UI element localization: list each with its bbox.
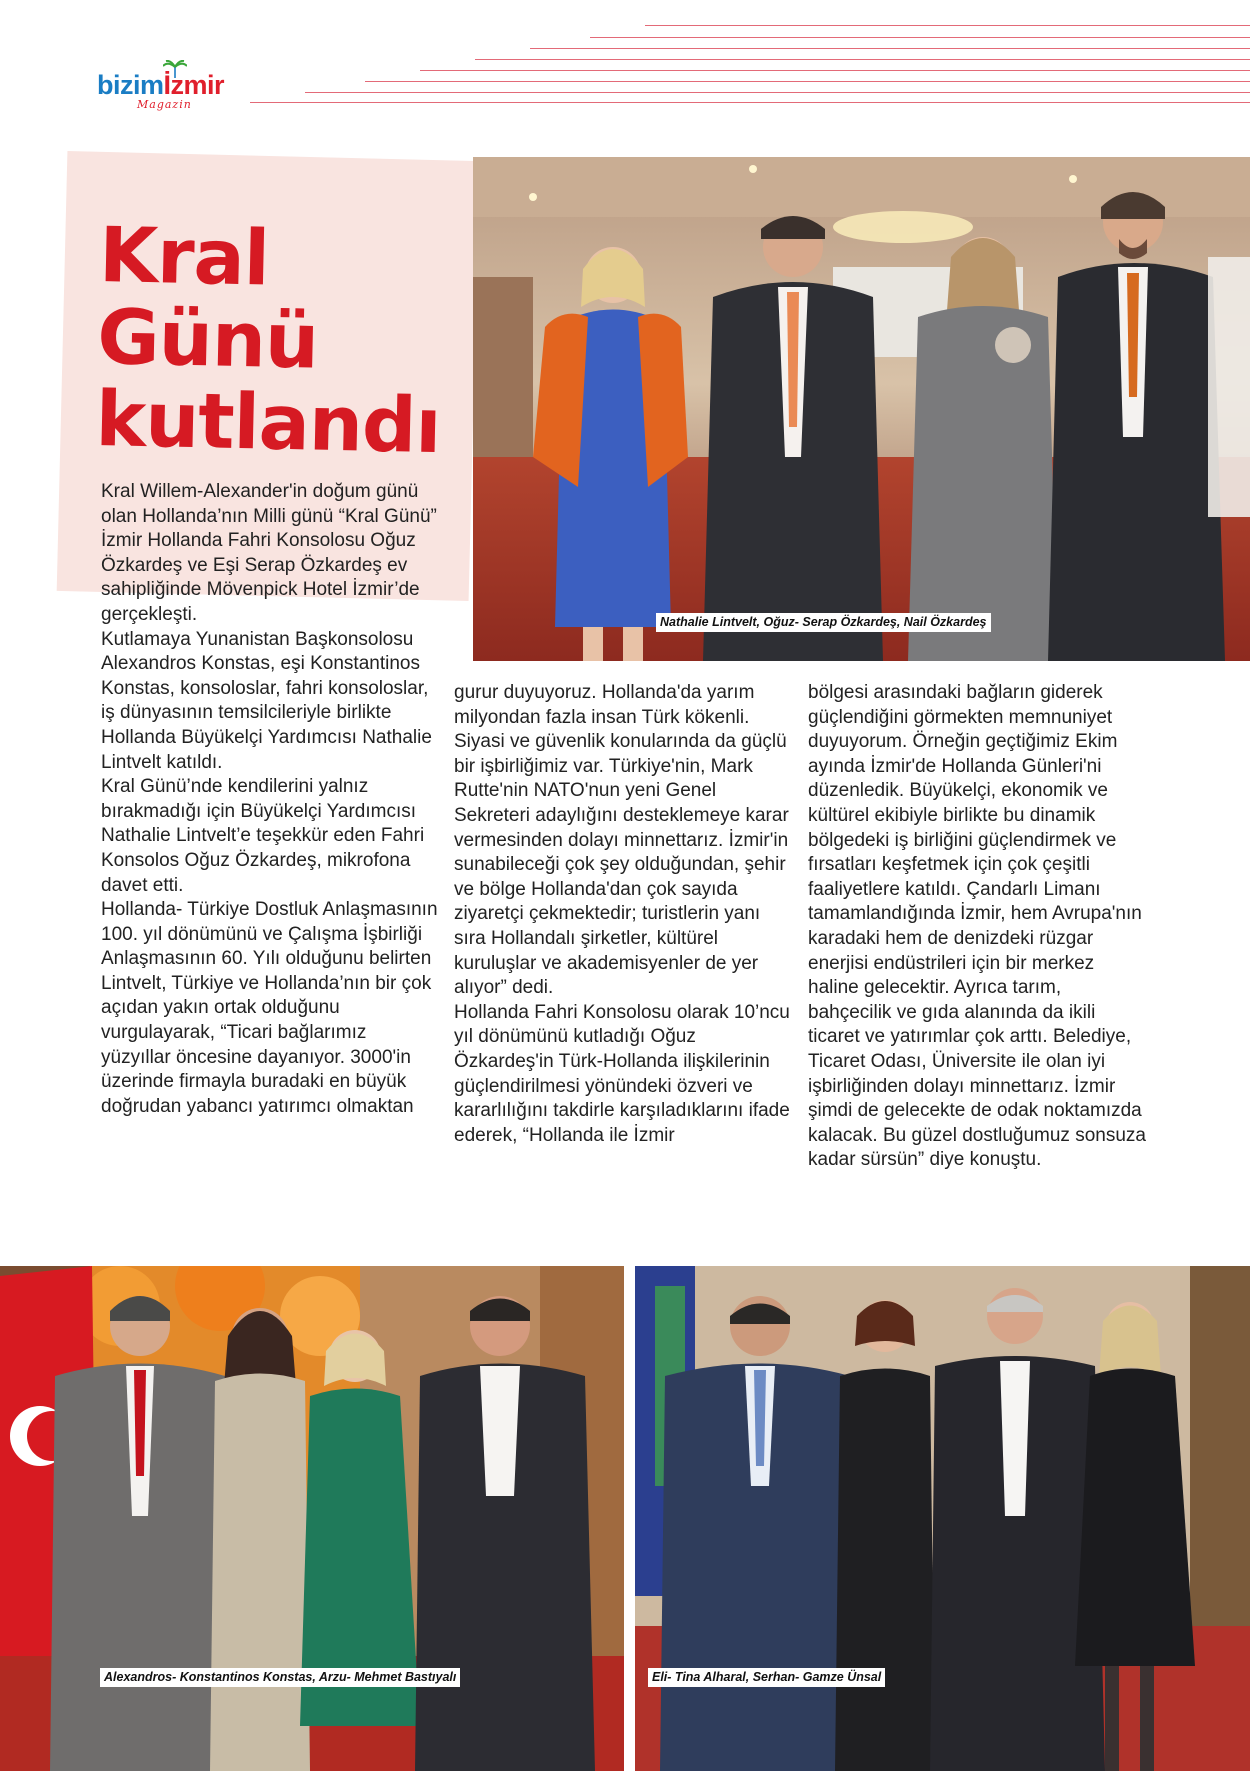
header-line [475,59,1250,60]
header-line [530,48,1250,49]
article-column-1 [101,480,439,1119]
paragraph: Hollanda- Türkiye Dostluk Anlaşmasının 100. yıl dönümünü ve Çalışma İşbirliği Anlaşmasının 60. Yılı olduğunu belirten Lintvelt, Türkiye ve Hollanda’nın bir çok açıdan yakın ortak olduğunu vurgulayarak, “Ticari bağlarımız yüzyıllar öncesine dayanıyor. 3000'in üzerinde firmayla buradaki en büyük doğrudan yabancı yatırımcı olmaktan [101,899,438,1117]
header-line [590,37,1250,38]
photo-bottom-right-caption: Eli- Tina Alharal, Serhan- Gamze Ünsal [648,1668,885,1687]
brand-logo [97,66,245,112]
photo-bottom-left-caption: Alexandros- Konstantinos Konstas, Arzu- Mehmet Bastıyalı [100,1668,460,1687]
paragraph: bölgesi arasındaki bağların giderek güçlendiğini görmekten memnuniyet duyuyorum. Örneğin geçtiğimiz Ekim ayında İzmir'de Hollanda Günleri'ni düzenledik. Büyükelçi, ekonomik ve kültürel ekibiyle birlikte bu dinamik bölgedeki iş birliğini güçlendirmek ve fırsatları keşfetmek için çok çeşitli faaliyetlere katıldı. Çandarlı Limanı tamamlandığında İzmir, hem Avrupa'nın karadaki hem de denizdeki rüzgar enerjisi endüstrileri için bir merkez haline gelecektir. Ayrıca tarım, bahçecilik ve gıda alanında da ikili ticaret ve yatırımlar çok arttı. Belediye, Ticaret Odası, Üniversite ile olan iyi işbirliğinden dolayı minnettarız. İzmir şimdi de gelecekte de odak noktamızda kalacak. Bu güzel dostluğumuz sonsuza kadar sürsün” diye konuştu. [808,682,1146,1171]
paragraph: Hollanda Fahri Konsolosu olarak 10’ncu yıl dönümünü kutladığı Oğuz Özkardeş'in Türk-Hollanda ilişkilerinin güçlendirilmesi yönündeki özveri ve kararlılığını takdirle karşıladıklarını ifade ederek, “Hollanda ile İzmir [454,1001,790,1146]
logo-wordmark: bizimİzmir [97,70,225,100]
logo-subtitle: Magazin [137,98,192,111]
photo-bottom-left [0,1266,624,1771]
header-line [645,25,1250,26]
photo-top-caption: Nathalie Lintvelt, Oğuz- Serap Özkardeş, Nail Özkardeş [656,613,991,632]
paragraph: Kral Willem-Alexander'in doğum günü olan Hollanda’nın Milli günü “Kral Günü” İzmir Hollanda Fahri Konsolosu Oğuz Özkardeş ve Eşi Serap Özkardeş ev sahipliğinde Mövenpick Hotel İzmir’de gerçekleşti. [101,481,437,625]
paragraph: Kral Günü’nde kendilerini yalnız bırakmadığı için Büyükelçi Yardımcısı Nathalie Lintvelt’e teşekkür eden Fahri Konsolos Oğuz Özkardeş, mikrofona davet etti. [101,776,425,896]
paragraph: Kutlamaya Yunanistan Başkonsolosu Alexandros Konstas, eşi Konstantinos Konstas, konsoloslar, fahri konsoloslar, iş dünyasının temsilcileriyle birlikte Hollanda Büyükelçi Yardımcısı Nathalie Lintvelt katıldı. [101,628,432,773]
article-column-2 [454,681,794,1148]
photo-top [473,157,1250,661]
photo-top-illustration [473,157,1250,661]
article-column-3 [808,681,1148,1173]
photo-bottom-right [635,1266,1250,1771]
header-line [420,70,1250,71]
header-line [305,92,1250,93]
header-line [250,102,1250,103]
header-line [365,81,1250,82]
photo-bottom-left-illustration [0,1266,624,1771]
photo-bottom-right-illustration [635,1266,1250,1771]
paragraph: gurur duyuyoruz. Hollanda'da yarım milyondan fazla insan Türk kökenli. Siyasi ve güvenlik konularında da güçlü bir işbirliğimiz var. Türkiye'nin, Mark Rutte'nin NATO'nun yeni Genel Sekreteri adaylığını desteklemeye karar vermesinden dolayı minnettarız. İzmir'in sunabileceği çok şey olduğundan, şehir ve bölge Hollanda'dan çok sayıda ziyaretçi çekmektedir; turistlerin yanı sıra Hollandalı şirketler, kültürel kuruluşlar ve akademisyenler de yer alıyor” dedi. [454,682,789,999]
article-title: Kral Günü kutlandı [94,210,442,471]
